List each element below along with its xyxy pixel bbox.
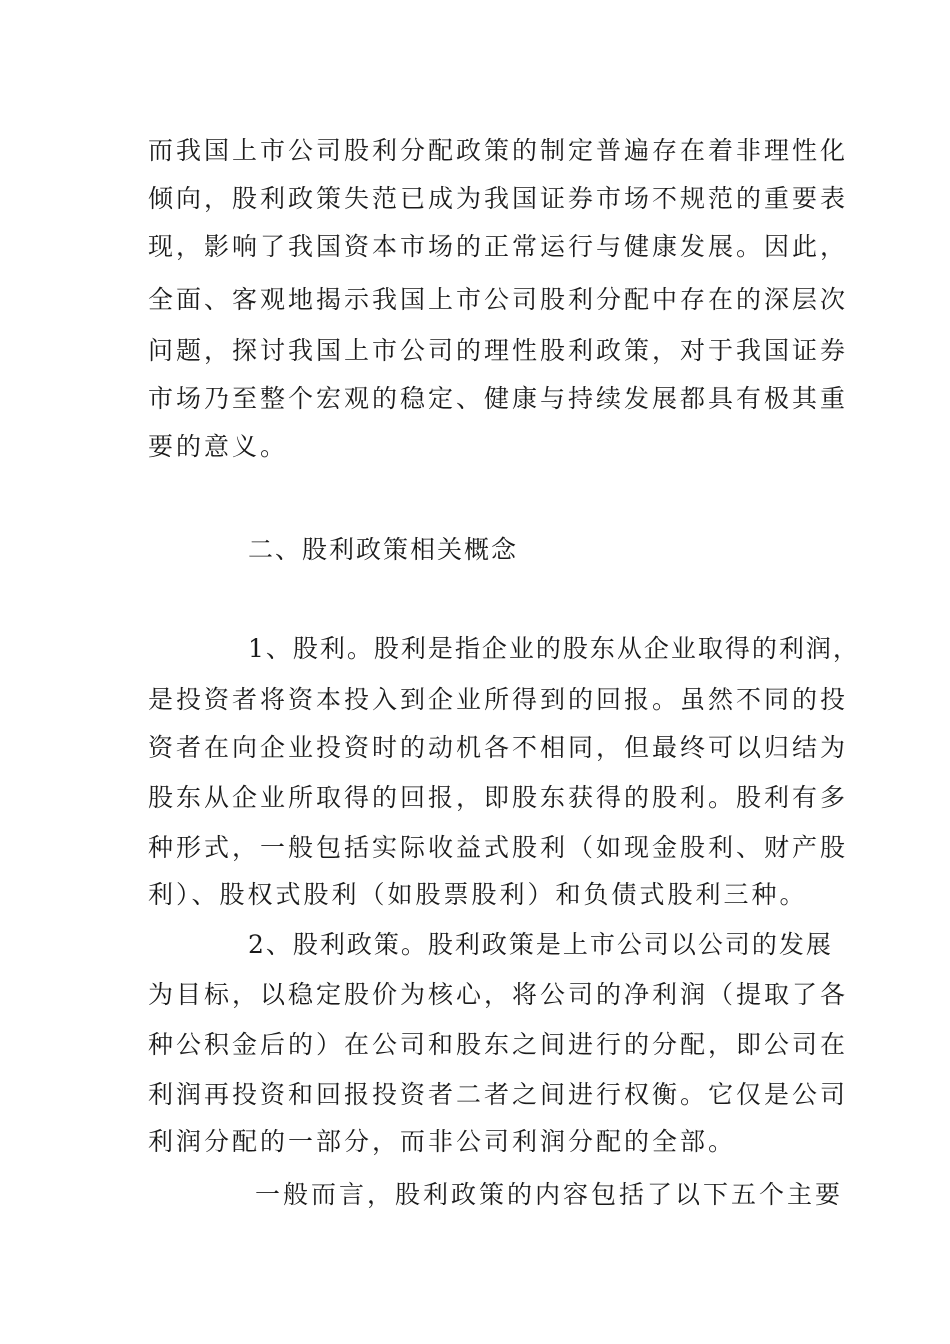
paragraph-1-line: 倾向，股利政策失范已成为我国证券市场不规范的重要表 xyxy=(148,184,849,213)
paragraph-1-line: 要的意义。 xyxy=(148,432,289,461)
paragraph-3-line: 利润分配的一部分，而非公司利润分配的全部。 xyxy=(148,1127,737,1156)
paragraph-2-line: 股东从企业所取得的回报，即股东获得的股利。股利有多 xyxy=(148,783,849,812)
section-heading: 二、股利政策相关概念 xyxy=(248,535,519,564)
paragraph-3-line: 为目标，以稳定股价为核心，将公司的净利润（提取了各 xyxy=(148,980,849,1009)
paragraph-3-line: 利润再投资和回报投资者二者之间进行权衡。它仅是公司 xyxy=(148,1080,849,1109)
paragraph-2-line: 利）、股权式股利（如股票股利）和负债式股利三种。 xyxy=(148,880,808,909)
paragraph-4-line: 一般而言，股利政策的内容包括了以下五个主要 xyxy=(255,1180,844,1209)
paragraph-2-line: 种形式，一般包括实际收益式股利（如现金股利、财产股 xyxy=(148,833,849,862)
paragraph-1-line: 而我国上市公司股利分配政策的制定普遍存在着非理性化 xyxy=(148,136,849,165)
paragraph-2-line: 是投资者将资本投入到企业所得到的回报。虽然不同的投 xyxy=(148,685,849,714)
paragraph-3-line: 种公积金后的）在公司和股东之间进行的分配，即公司在 xyxy=(148,1030,849,1059)
paragraph-1-line: 市场乃至整个宏观的稳定、健康与持续发展都具有极其重 xyxy=(148,384,849,413)
paragraph-2-line: 资者在向企业投资时的动机各不相同，但最终可以归结为 xyxy=(148,733,849,762)
paragraph-1-line: 现，影响了我国资本市场的正常运行与健康发展。因此， xyxy=(148,232,849,261)
paragraph-1-line: 全面、客观地揭示我国上市公司股利分配中存在的深层次 xyxy=(148,285,849,314)
paragraph-1-line: 问题，探讨我国上市公司的理性股利政策，对于我国证券 xyxy=(148,336,849,365)
paragraph-2-line: 1、股利。股利是指企业的股东从企业取得的利润， xyxy=(248,634,860,663)
paragraph-3-line: 2、股利政策。股利政策是上市公司以公司的发展 xyxy=(248,930,833,959)
